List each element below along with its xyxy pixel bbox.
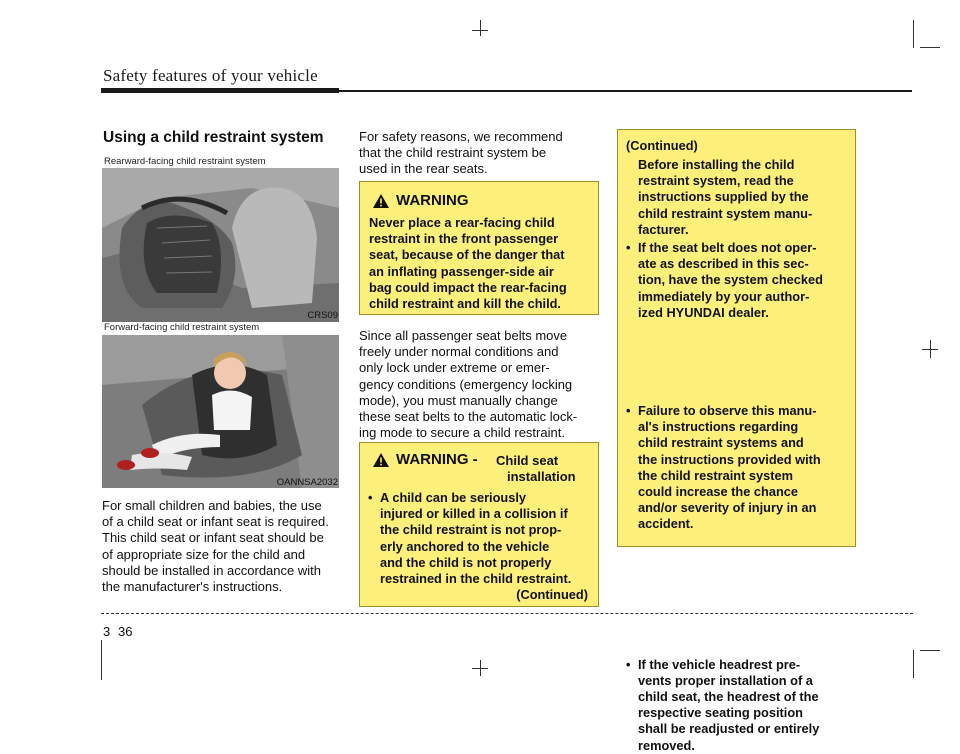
text-line: gency conditions (emergency locking bbox=[359, 376, 573, 392]
text-line: restraint system, read the bbox=[638, 173, 794, 189]
page-number: 36 bbox=[118, 624, 133, 639]
text-line: child restraint and kill the child. bbox=[369, 296, 561, 312]
text-line: could increase the chance bbox=[638, 484, 799, 500]
warning-box-front-seat bbox=[359, 181, 599, 315]
text-line: used in the rear seats. bbox=[359, 161, 488, 177]
section-heading: Using a child restraint system bbox=[103, 129, 324, 146]
text-line: child restraint system manu- bbox=[638, 205, 813, 221]
footer-rule bbox=[101, 613, 913, 614]
text-line: removed. bbox=[638, 737, 695, 753]
photo-caption-forward: Forward-facing child restraint system bbox=[104, 322, 260, 333]
text-line: child seat, the headrest of the bbox=[638, 689, 819, 705]
warning-subtitle: installation bbox=[507, 469, 576, 484]
crop-mark bbox=[472, 30, 488, 31]
warning-title: WARNING bbox=[396, 192, 469, 209]
text-line: and/or severity of injury in an bbox=[638, 500, 817, 516]
rearward-seat-photo bbox=[102, 168, 339, 322]
text-line: This child seat or infant seat should be bbox=[102, 530, 324, 546]
text-line: restrained in the child restraint. bbox=[380, 571, 572, 587]
chapter-number: 3 bbox=[103, 624, 111, 639]
photo-code-rearward: CRS09 bbox=[307, 310, 338, 321]
crop-mark bbox=[922, 349, 938, 350]
bullet-marker: • bbox=[368, 490, 373, 505]
crop-mark bbox=[472, 668, 488, 669]
warning-triangle-icon bbox=[372, 452, 390, 468]
text-line: tion, have the system checked bbox=[638, 272, 823, 288]
continued-label: (Continued) bbox=[516, 587, 588, 602]
text-line: the manufacturer's instructions. bbox=[102, 579, 283, 595]
photo-code-forward: OANNSA2032 bbox=[276, 477, 338, 488]
text-line: bag could impact the rear-facing bbox=[369, 279, 567, 295]
page-header-title: Safety features of your vehicle bbox=[103, 66, 318, 85]
header-rule bbox=[101, 88, 339, 93]
text-line: Since all passenger seat belts move bbox=[359, 328, 568, 343]
photo-caption-rearward: Rearward-facing child restraint system bbox=[104, 156, 266, 167]
warning-bullet bbox=[624, 657, 862, 754]
warning-heading bbox=[372, 451, 478, 468]
warning-subtitle: Child seat bbox=[496, 453, 559, 468]
text-line: child restraint systems and bbox=[638, 435, 804, 451]
text-line: injured or killed in a collision if bbox=[380, 506, 568, 522]
text-line: Never place a rear-facing child bbox=[369, 215, 555, 230]
text-line: ized HYUNDAI dealer. bbox=[638, 304, 769, 320]
crop-mark bbox=[920, 650, 940, 651]
text-line: vents proper installation of a bbox=[638, 672, 813, 688]
text-line: immediately by your author- bbox=[638, 288, 810, 304]
text-line: If the seat belt does not oper- bbox=[638, 240, 817, 255]
text-line: A child can be seriously bbox=[380, 490, 527, 505]
seat-belt-paragraph bbox=[359, 328, 599, 441]
text-line: only lock under extreme or emer- bbox=[359, 360, 550, 376]
text-line: al's instructions regarding bbox=[638, 419, 799, 435]
intro-paragraph bbox=[102, 498, 339, 595]
text-line: accident. bbox=[638, 516, 694, 532]
warning-bullet bbox=[366, 490, 602, 587]
text-line: respective seating position bbox=[638, 705, 803, 721]
text-line: seat, because of the danger that bbox=[369, 247, 565, 263]
text-line: the child restraint system bbox=[638, 467, 794, 483]
forward-seat-illustration bbox=[102, 335, 339, 488]
text-line: of a child seat or infant seat is required. bbox=[102, 514, 329, 530]
continued-label: (Continued) bbox=[626, 138, 698, 153]
text-line: ing mode to secure a child restraint. bbox=[359, 425, 565, 441]
warning-bullet bbox=[624, 403, 862, 533]
text-line: For small children and babies, the use bbox=[102, 498, 322, 513]
text-line: should be installed in accordance with bbox=[102, 562, 321, 578]
text-line: these seat belts to the automatic lock- bbox=[359, 409, 578, 425]
text-line: Failure to observe this manu- bbox=[638, 403, 817, 419]
text-line: the instructions provided with bbox=[638, 451, 821, 467]
text-line: mode), you must manually change bbox=[359, 392, 558, 408]
text-line: the child restraint is not prop- bbox=[380, 522, 562, 538]
crop-mark bbox=[920, 47, 940, 48]
header-rule-thin bbox=[339, 90, 912, 92]
text-line: restraint in the front passenger bbox=[369, 231, 559, 247]
warning-intro bbox=[638, 157, 848, 238]
warning-bullet bbox=[624, 240, 862, 321]
text-line: an inflating passenger-side air bbox=[369, 263, 554, 279]
warning-triangle-icon bbox=[372, 193, 390, 209]
crop-mark bbox=[913, 650, 914, 678]
warning-heading bbox=[372, 192, 469, 209]
text-line: If the vehicle headrest pre- bbox=[638, 656, 801, 672]
warning-box-continued bbox=[617, 129, 856, 753]
text-line: instructions supplied by the bbox=[638, 189, 809, 205]
warning-text bbox=[369, 215, 590, 312]
text-line: erly anchored to the vehicle bbox=[380, 538, 550, 554]
text-line: freely under normal conditions and bbox=[359, 344, 559, 360]
crop-mark bbox=[101, 640, 102, 680]
warning-box-child-seat bbox=[359, 442, 599, 607]
rearward-seat-illustration bbox=[102, 168, 339, 322]
bullet-marker: • bbox=[626, 656, 631, 672]
bullet-marker: • bbox=[626, 240, 631, 255]
text-line: ate as described in this sec- bbox=[638, 256, 809, 272]
text-line: facturer. bbox=[638, 221, 689, 237]
bullet-marker: • bbox=[626, 403, 631, 419]
text-line: of appropriate size for the child and bbox=[102, 546, 306, 562]
text-line: that the child restraint system be bbox=[359, 145, 547, 161]
crop-mark bbox=[480, 20, 481, 36]
text-line: shall be readjusted or entirely bbox=[638, 721, 820, 737]
text-line: For safety reasons, we recommend bbox=[359, 129, 563, 144]
crop-mark bbox=[913, 20, 914, 48]
text-line: and the child is not properly bbox=[380, 554, 552, 570]
rear-seat-paragraph bbox=[359, 129, 599, 178]
forward-seat-photo bbox=[102, 335, 339, 488]
warning-title: WARNING - bbox=[396, 451, 478, 468]
text-line: Before installing the child bbox=[638, 157, 795, 172]
